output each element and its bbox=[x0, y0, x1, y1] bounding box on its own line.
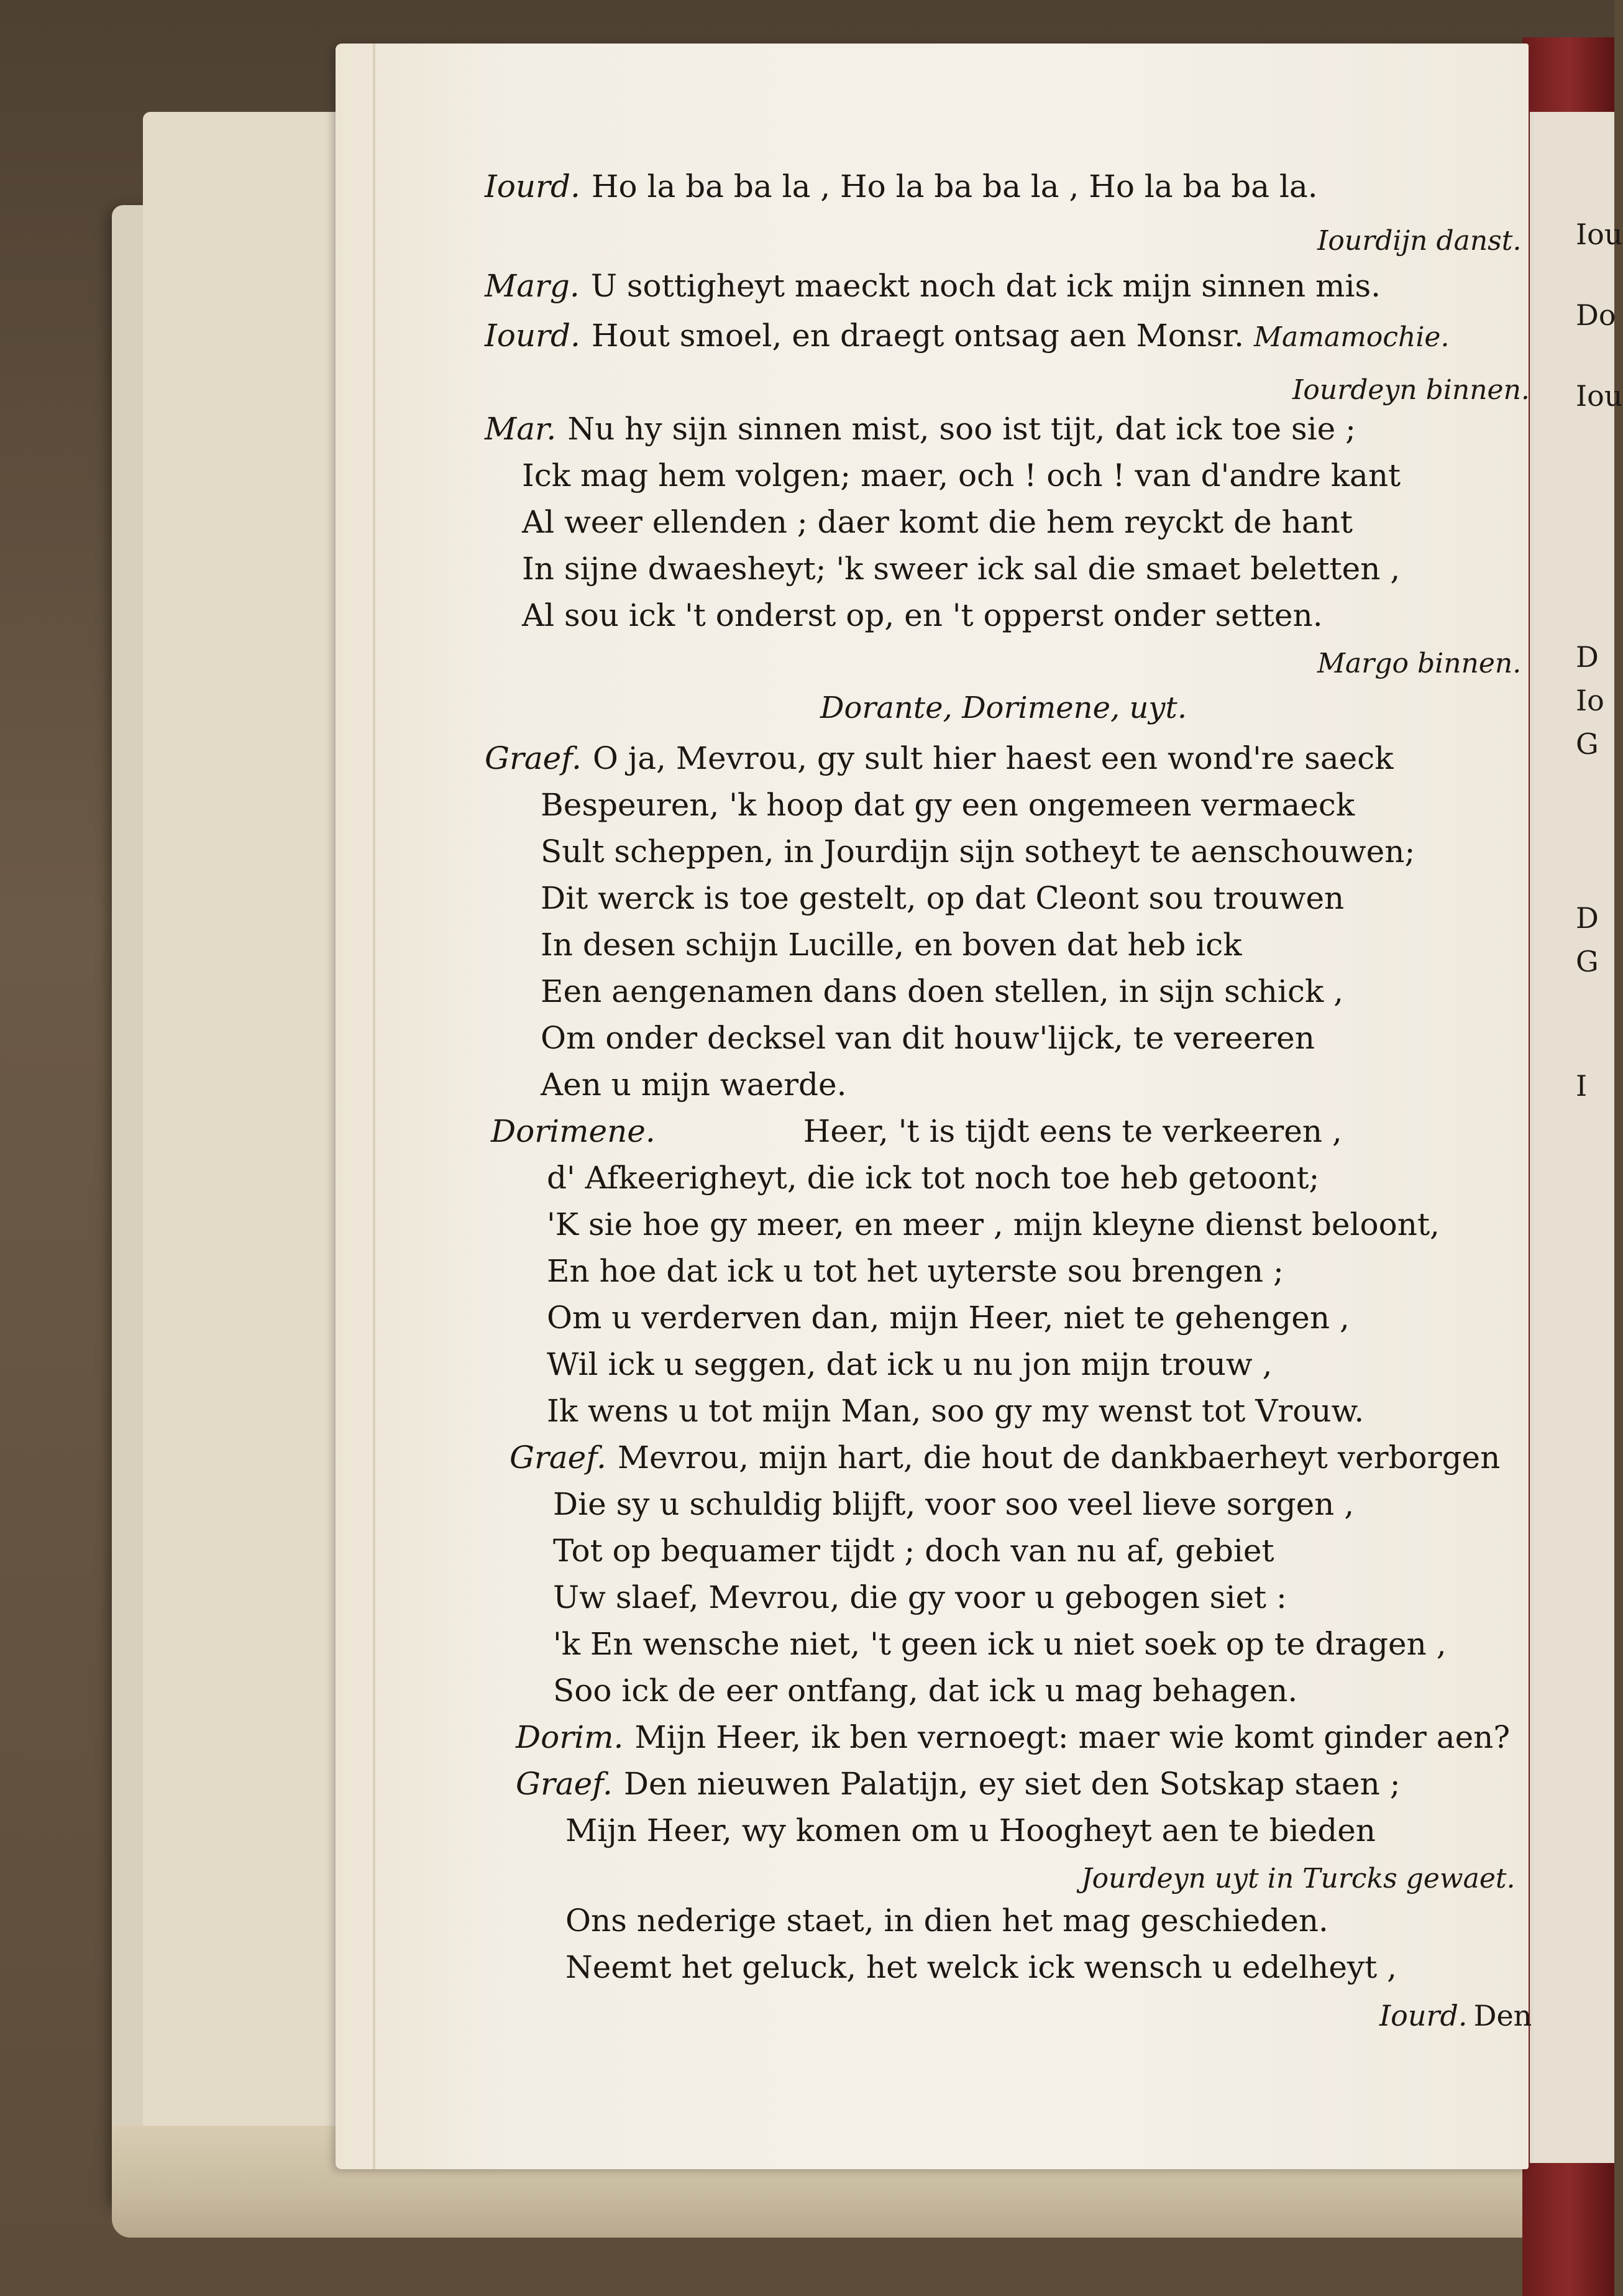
line-text: Mijn Heer, ik ben vernoegt: maer wie komt ginder aen? bbox=[634, 1719, 1511, 1755]
line-text: U sottigheyt maeckt noch dat ick mijn sinnen mis. bbox=[590, 268, 1381, 304]
verse-line: Al sou ick 't onderst op, en 't opperst onder setten. bbox=[522, 597, 1323, 633]
facing-page-fragment: Iou bbox=[1576, 218, 1623, 251]
verse-line bbox=[516, 1765, 1401, 1802]
verse-line bbox=[510, 1439, 1500, 1476]
verse-line: Bespeuren, 'k hoop dat gy een ongemeen vermaeck bbox=[541, 787, 1355, 823]
verse-line bbox=[485, 267, 1381, 305]
stage-direction: Jourdeyn uyt in Turcks gewaet. bbox=[1081, 1863, 1516, 1894]
verse-line: Al weer ellenden ; daer komt die hem reyckt de hant bbox=[522, 504, 1353, 540]
speaker-label: Mar. bbox=[485, 411, 557, 447]
stage-direction: Margo binnen. bbox=[1317, 648, 1522, 679]
verse-line: Om u verderven dan, mijn Heer, niet te gehengen , bbox=[547, 1300, 1350, 1336]
verse-line: Die sy u schuldig blijft, voor soo veel lieve sorgen , bbox=[553, 1486, 1355, 1522]
speaker-label: Dorim. bbox=[516, 1719, 624, 1755]
verse-line: Ik wens u tot mijn Man, soo gy my wenst tot Vrouw. bbox=[547, 1393, 1365, 1429]
scene-heading: Dorante, Dorimene, uyt. bbox=[820, 691, 1187, 725]
verse-line: Soo ick de eer ontfang, dat ick u mag behagen. bbox=[553, 1673, 1298, 1709]
verse-line: 'K sie hoe gy meer, en meer , mijn kleyne dienst beloont, bbox=[547, 1206, 1440, 1242]
verse-line bbox=[485, 317, 1449, 356]
verse-line: Wil ick u seggen, dat ick u nu jon mijn trouw , bbox=[547, 1346, 1273, 1382]
verse-line bbox=[485, 740, 1394, 777]
catchword bbox=[1379, 1998, 1532, 2033]
line-text: Heer, 't is tijdt eens te verkeeren , bbox=[803, 1113, 1342, 1149]
verse-line: In sijne dwaesheyt; 'k sweer ick sal die smaet beletten , bbox=[522, 551, 1401, 587]
verse-line: Ons nederige staet, in dien het mag geschieden. bbox=[565, 1903, 1328, 1939]
facing-page-fragment: Iou bbox=[1576, 379, 1623, 413]
verse-line: d' Afkeerigheyt, die ick tot noch toe heb getoont; bbox=[547, 1160, 1320, 1196]
speaker-label: Graef. bbox=[516, 1766, 613, 1802]
line-text: Hout smoel, en draegt ontsag aen Monsr. bbox=[591, 318, 1245, 354]
line-text: Nu hy sijn sinnen mist, soo ist tijt, dat ick toe sie ; bbox=[567, 411, 1356, 447]
speaker-label: Iourd. bbox=[485, 168, 580, 204]
verse-line: En hoe dat ick u tot het uyterste sou brengen ; bbox=[547, 1253, 1284, 1289]
page-text bbox=[336, 44, 1532, 2169]
facing-page-fragment: G bbox=[1576, 727, 1599, 761]
facing-page-fragment: I bbox=[1576, 1069, 1588, 1103]
line-trail: Mamamochie. bbox=[1253, 321, 1450, 353]
book-page bbox=[336, 44, 1532, 2169]
verse-line: Dit werck is toe gestelt, op dat Cleont sou trouwen bbox=[541, 880, 1345, 916]
catchword-text: Den bbox=[1473, 1999, 1532, 2032]
facing-page-fragment: D bbox=[1576, 901, 1599, 935]
speaker-label: Iourd. bbox=[485, 318, 580, 354]
verse-line: Om onder decksel van dit houw'lijck, te vereeren bbox=[541, 1020, 1315, 1056]
verse-line: Neemt het geluck, het welck ick wensch u edelheyt , bbox=[565, 1949, 1397, 1985]
facing-page-fragment: Do bbox=[1576, 298, 1616, 332]
stage-direction: Iourdijn danst. bbox=[1317, 225, 1522, 257]
verse-line: Mijn Heer, wy komen om u Hoogheyt aen te bieden bbox=[565, 1812, 1376, 1848]
line-text: Den nieuwen Palatijn, ey siet den Sotskap staen ; bbox=[623, 1766, 1401, 1802]
speaker-label: Graef. bbox=[485, 740, 582, 776]
verse-line bbox=[516, 1719, 1510, 1756]
verse-line: Een aengenamen dans doen stellen, in sijn schick , bbox=[541, 973, 1344, 1009]
verse-line: In desen schijn Lucille, en boven dat heb ick bbox=[541, 927, 1242, 963]
verse-line: Ick mag hem volgen; maer, och ! och ! van d'andre kant bbox=[522, 457, 1401, 494]
facing-page-fragment: Io bbox=[1576, 684, 1604, 717]
facing-page-fragment: D bbox=[1576, 640, 1599, 674]
line-text: Ho la ba ba la , Ho la ba ba la , Ho la ba ba la. bbox=[591, 168, 1318, 204]
stage-direction: Iourdeyn binnen. bbox=[1292, 374, 1530, 406]
speaker-label: Graef. bbox=[510, 1440, 606, 1476]
verse-line: Sult scheppen, in Jourdijn sijn sotheyt te aenschouwen; bbox=[541, 833, 1415, 870]
facing-page-fragment: G bbox=[1576, 945, 1599, 978]
speaker-label: Dorimene. bbox=[491, 1113, 656, 1149]
verse-line: Aen u mijn waerde. bbox=[541, 1067, 847, 1103]
speaker-label: Marg. bbox=[485, 268, 580, 304]
verse-line bbox=[485, 168, 1318, 205]
line-text: Mevrou, mijn hart, die hout de dankbaerheyt verborgen bbox=[617, 1440, 1501, 1476]
verse-line bbox=[485, 410, 1356, 448]
facing-page-sliver bbox=[1530, 112, 1623, 2163]
line-text: O ja, Mevrou, gy sult hier haest een wond're saeck bbox=[592, 740, 1394, 776]
verse-line: 'k En wensche niet, 't geen ick u niet soek op te dragen , bbox=[553, 1626, 1447, 1662]
verse-line bbox=[491, 1113, 1342, 1150]
catchword-speaker: Iourd. bbox=[1379, 1999, 1468, 2032]
verse-line: Uw slaef, Mevrou, die gy voor u gebogen siet : bbox=[553, 1579, 1287, 1615]
verse-line: Tot op bequamer tijdt ; doch van nu af, gebiet bbox=[553, 1533, 1274, 1569]
